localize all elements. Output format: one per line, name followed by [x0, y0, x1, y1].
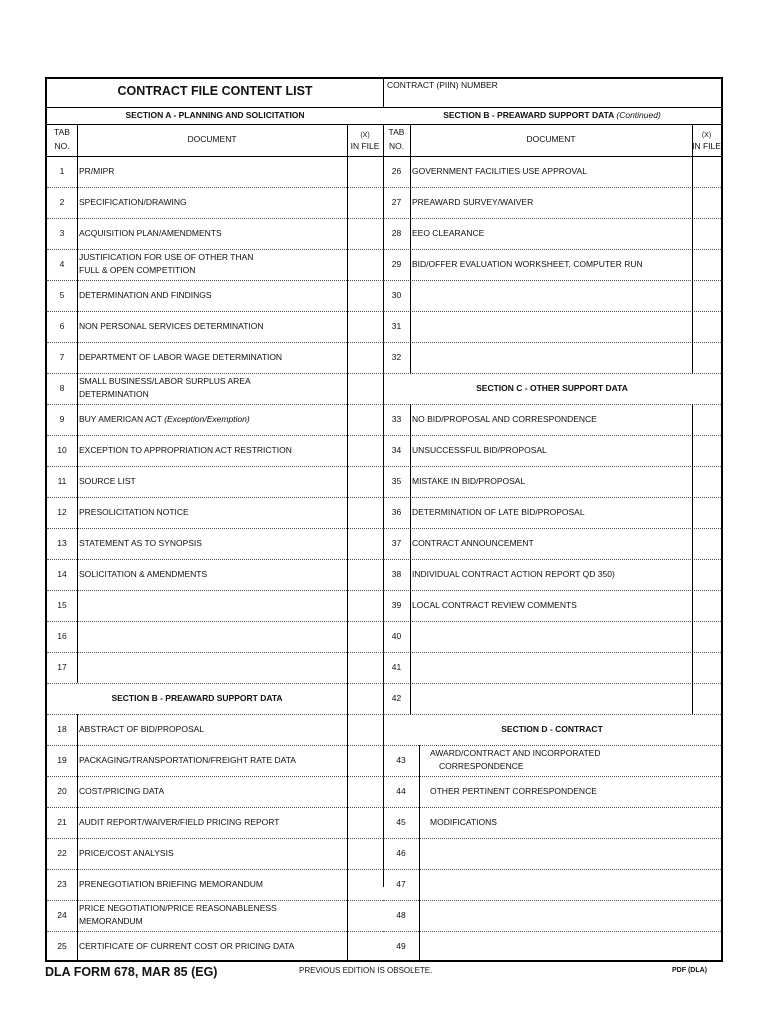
- row-divider: [383, 342, 721, 343]
- document-label-continued: MEMORANDUM: [79, 916, 143, 926]
- row-divider: [383, 404, 721, 405]
- in-file-checkbox[interactable]: [348, 746, 382, 775]
- in-file-checkbox[interactable]: [348, 653, 382, 682]
- in-file-checkbox[interactable]: [348, 250, 382, 279]
- col-line: [419, 776, 420, 807]
- in-file-checkbox[interactable]: [693, 560, 720, 589]
- col-line: [77, 931, 78, 962]
- col-line: [410, 528, 411, 559]
- col-line: [77, 249, 78, 280]
- tab-number: 4: [59, 259, 65, 269]
- left-no-header: NO.: [54, 141, 70, 151]
- in-file-checkbox[interactable]: [693, 405, 720, 434]
- row-divider: [383, 714, 721, 715]
- row-divider: [47, 559, 383, 560]
- tab-number: 40: [391, 631, 402, 641]
- tab-number: 15: [57, 600, 67, 610]
- row-divider: [47, 218, 383, 219]
- tab-number: 1: [59, 166, 65, 176]
- document-label: PR/MIPR: [79, 166, 115, 176]
- tab-number: 3: [59, 228, 65, 238]
- col-line: [419, 931, 420, 962]
- section-a-heading: SECTION A - PLANNING AND SOLICITATION: [125, 110, 305, 120]
- tab-number: 41: [391, 662, 402, 672]
- row-divider: [47, 900, 383, 901]
- tab-number: 47: [396, 879, 406, 889]
- right-document-header: DOCUMENT: [526, 134, 576, 144]
- document-label: PRESOLICITATION NOTICE: [79, 507, 189, 517]
- col-line: [77, 807, 78, 838]
- col-line: [77, 590, 78, 621]
- document-label: SMALL BUSINESS/LABOR SURPLUS AREA: [79, 376, 251, 386]
- document-label: AUDIT REPORT/WAIVER/FIELD PRICING REPORT: [79, 817, 280, 827]
- col-line: [410, 435, 411, 466]
- tab-number: 46: [396, 848, 406, 858]
- right-x-header: (X): [701, 132, 712, 139]
- document-label: BID/OFFER EVALUATION WORKSHEET, COMPUTER RUN: [412, 259, 643, 269]
- col-line: [77, 900, 78, 931]
- col-line: [77, 745, 78, 776]
- document-label: PACKAGING/TRANSPORTATION/FREIGHT RATE DATA: [79, 755, 296, 765]
- section-b-continued-heading: [383, 109, 721, 122]
- document-label: SPECIFICATION/DRAWING: [79, 197, 187, 207]
- col-line: [410, 156, 411, 187]
- tab-number: 22: [57, 848, 67, 858]
- col-line: [410, 249, 411, 280]
- title-divider: [383, 79, 384, 107]
- document-label: INDIVIDUAL CONTRACT ACTION REPORT QD 350): [412, 569, 615, 579]
- col-line: [77, 187, 78, 218]
- document-label: NO BID/PROPOSAL AND CORRESPONDENCE: [412, 414, 597, 424]
- in-file-checkbox[interactable]: [348, 529, 382, 558]
- document-label: UNSUCCESSFUL BID/PROPOSAL: [412, 445, 547, 455]
- right-no-header: NO.: [388, 141, 405, 151]
- col-line: [77, 280, 78, 311]
- col-line: [419, 838, 420, 869]
- tab-number: 42: [391, 693, 402, 703]
- tab-number: 12: [57, 507, 67, 517]
- row-divider: [47, 590, 383, 591]
- col-line: [419, 745, 420, 776]
- form-title: CONTRACT FILE CONTENT LIST: [117, 84, 313, 98]
- document-label: AWARD/CONTRACT AND INCORPORATED: [430, 748, 601, 758]
- tab-number: 49: [396, 941, 406, 951]
- document-label: EXCEPTION TO APPROPRIATION ACT RESTRICTION: [79, 445, 292, 455]
- row-divider: [383, 745, 721, 746]
- row-divider: [383, 931, 721, 932]
- in-file-checkbox[interactable]: [693, 467, 720, 496]
- tab-number: 39: [391, 600, 402, 610]
- col-line: [77, 466, 78, 497]
- section-b-heading-text: SECTION B - PREAWARD SUPPORT DATA: [443, 110, 614, 120]
- tab-number: 48: [396, 910, 406, 920]
- document-label: DETERMINATION OF LATE BID/PROPOSAL: [412, 507, 585, 517]
- col-line: [77, 342, 78, 373]
- col-line: [410, 218, 411, 249]
- row-divider: [383, 497, 721, 498]
- document-label: LOCAL CONTRACT REVIEW COMMENTS: [412, 600, 577, 610]
- in-file-checkbox[interactable]: [693, 498, 720, 527]
- row-divider: [47, 311, 383, 312]
- tab-number: 19: [57, 755, 67, 765]
- tab-number: 24: [57, 910, 67, 920]
- col-line: [419, 869, 420, 900]
- document-label: NON PERSONAL SERVICES DETERMINATION: [79, 321, 264, 331]
- table-top-rule: [47, 156, 721, 157]
- col-line: [77, 714, 78, 745]
- row-divider: [383, 683, 721, 684]
- col-line: [419, 807, 420, 838]
- row-divider: [47, 869, 383, 870]
- col-line: [77, 652, 78, 683]
- in-file-checkbox[interactable]: [693, 281, 720, 310]
- tab-number: 26: [391, 166, 402, 176]
- row-divider: [383, 528, 721, 529]
- tab-number: 2: [59, 197, 65, 207]
- in-file-checkbox[interactable]: [693, 219, 720, 248]
- in-file-checkbox[interactable]: [693, 312, 720, 341]
- row-divider: [47, 280, 383, 281]
- in-file-checkbox[interactable]: [348, 374, 382, 403]
- col-line: [77, 621, 78, 652]
- row-divider: [383, 311, 721, 312]
- col-line: [410, 187, 411, 218]
- row-divider: [383, 373, 721, 374]
- row-divider: [47, 683, 383, 684]
- row-divider: [383, 590, 721, 591]
- tab-number: 33: [391, 414, 402, 424]
- col-line: [410, 466, 411, 497]
- in-file-checkbox[interactable]: [348, 436, 382, 465]
- row-divider: [383, 869, 721, 870]
- row-divider: [383, 187, 721, 188]
- in-file-checkbox[interactable]: [693, 250, 720, 279]
- col-line: [410, 559, 411, 590]
- in-file-checkbox[interactable]: [693, 188, 720, 217]
- document-label: ACQUISITION PLAN/AMENDMENTS: [79, 228, 222, 238]
- document-label-continued: DETERMINATION: [79, 389, 149, 399]
- row-divider: [383, 838, 721, 839]
- tab-number: 18: [57, 724, 67, 734]
- in-file-checkbox[interactable]: [348, 901, 382, 930]
- obsolete-note: PREVIOUS EDITION IS OBSOLETE.: [299, 966, 433, 975]
- row-divider: [47, 931, 383, 932]
- pdf-note: PDF (DLA): [672, 967, 707, 974]
- row-divider: [47, 373, 383, 374]
- left-document-header: DOCUMENT: [187, 134, 237, 144]
- row-divider: [47, 838, 383, 839]
- row-divider: [47, 249, 383, 250]
- col-line: [410, 342, 411, 373]
- col-line: [410, 590, 411, 621]
- tab-number: 10: [57, 445, 67, 455]
- contract-number-field[interactable]: [385, 92, 719, 106]
- row-divider: [383, 621, 721, 622]
- tab-number: 23: [57, 879, 67, 889]
- section-heading: SECTION D - CONTRACT: [501, 724, 603, 734]
- col-line: [77, 311, 78, 342]
- right-in-file-header: IN FILE: [692, 141, 721, 151]
- document-label: SOURCE LIST: [79, 476, 136, 486]
- in-file-checkbox[interactable]: [348, 281, 382, 310]
- in-file-checkbox[interactable]: [348, 591, 382, 620]
- col-line: [77, 776, 78, 807]
- row-divider: [383, 807, 721, 808]
- row-divider: [47, 342, 383, 343]
- right-tab-header: TAB: [388, 127, 405, 137]
- tab-number: 17: [57, 662, 67, 672]
- in-file-checkbox[interactable]: [348, 839, 382, 868]
- in-file-checkbox[interactable]: [348, 343, 382, 372]
- col-line: [77, 435, 78, 466]
- tab-number: 11: [57, 476, 67, 486]
- tab-number: 16: [57, 631, 67, 641]
- in-file-checkbox[interactable]: [348, 157, 382, 186]
- tab-number: 8: [59, 383, 65, 393]
- in-file-checkbox[interactable]: [348, 405, 382, 434]
- col-line: [410, 683, 411, 714]
- in-file-checkbox[interactable]: [348, 932, 382, 961]
- row-divider: [47, 745, 383, 746]
- col-line: [77, 869, 78, 900]
- row-divider: [383, 249, 721, 250]
- in-file-checkbox[interactable]: [348, 498, 382, 527]
- document-label-continued: FULL & OPEN COMPETITION: [79, 265, 196, 275]
- tab-number: 30: [391, 290, 402, 300]
- header-rule: [47, 107, 721, 108]
- col-line: [410, 280, 411, 311]
- in-file-checkbox[interactable]: [693, 436, 720, 465]
- document-label-note: (Exception/Exemption): [164, 414, 250, 424]
- col-line: [77, 528, 78, 559]
- in-file-checkbox[interactable]: [693, 622, 720, 651]
- tab-number: 35: [391, 476, 402, 486]
- in-file-checkbox[interactable]: [348, 312, 382, 341]
- col-line: [77, 156, 78, 187]
- row-divider: [47, 187, 383, 188]
- row-divider: [47, 528, 383, 529]
- col-line: [77, 559, 78, 590]
- col-line: [77, 497, 78, 528]
- document-label: PRICE/COST ANALYSIS: [79, 848, 174, 858]
- row-divider: [383, 280, 721, 281]
- contract-number-label: CONTRACT (PIIN) NUMBER: [387, 80, 498, 90]
- in-file-checkbox[interactable]: [348, 777, 382, 806]
- document-label: CERTIFICATE OF CURRENT COST OR PRICING DATA: [79, 941, 295, 951]
- in-file-checkbox[interactable]: [693, 653, 720, 682]
- col-line: [410, 652, 411, 683]
- tab-number: 31: [391, 321, 402, 331]
- tab-number: 20: [57, 786, 67, 796]
- document-label: GOVERNMENT FACILITIES USE APPROVAL: [412, 166, 587, 176]
- col-line: [419, 900, 420, 931]
- document-label: [79, 413, 250, 426]
- tab-number: 25: [57, 941, 67, 951]
- document-label: STATEMENT AS TO SYNOPSIS: [79, 538, 202, 548]
- tab-number: 6: [59, 321, 65, 331]
- document-label: MISTAKE IN BID/PROPOSAL: [412, 476, 526, 486]
- tab-number: 43: [396, 755, 406, 765]
- document-label-continued: CORRESPONDENCE: [439, 761, 524, 771]
- in-file-checkbox[interactable]: [693, 157, 720, 186]
- tab-number: 27: [391, 197, 402, 207]
- in-file-checkbox[interactable]: [348, 808, 382, 837]
- document-label: DEPARTMENT OF LABOR WAGE DETERMINATION: [79, 352, 283, 362]
- row-divider: [383, 652, 721, 653]
- tab-number: 34: [391, 445, 402, 455]
- row-divider: [47, 652, 383, 653]
- in-file-checkbox[interactable]: [693, 529, 720, 558]
- document-label: EEO CLEARANCE: [412, 228, 485, 238]
- in-file-checkbox[interactable]: [348, 870, 382, 899]
- row-divider: [383, 776, 721, 777]
- tab-number: 14: [57, 569, 67, 579]
- in-file-checkbox[interactable]: [693, 343, 720, 372]
- tab-number: 45: [396, 817, 406, 827]
- in-file-checkbox[interactable]: [693, 591, 720, 620]
- row-divider: [47, 776, 383, 777]
- document-label: COST/PRICING DATA: [79, 786, 165, 796]
- left-in-file-header: IN FILE: [350, 141, 380, 151]
- in-file-checkbox[interactable]: [348, 715, 382, 744]
- document-label: OTHER PERTINENT CORRESPONDENCE: [430, 786, 597, 796]
- row-divider: [383, 218, 721, 219]
- left-tab-header: TAB: [54, 127, 70, 137]
- col-line: [77, 373, 78, 404]
- tab-number: 44: [396, 786, 406, 796]
- document-label: ABSTRACT OF BID/PROPOSAL: [79, 724, 205, 734]
- col-line: [77, 218, 78, 249]
- contract-file-content-list-form: [45, 77, 723, 962]
- tab-number: 7: [59, 352, 65, 362]
- tab-number: 28: [391, 228, 402, 238]
- col-line: [77, 838, 78, 869]
- row-divider: [47, 714, 383, 715]
- in-file-checkbox[interactable]: [693, 684, 720, 713]
- tab-number: 32: [391, 352, 402, 362]
- in-file-checkbox[interactable]: [348, 467, 382, 496]
- section-heading: SECTION B - PREAWARD SUPPORT DATA: [111, 693, 283, 703]
- row-divider: [47, 497, 383, 498]
- tab-number: 9: [59, 414, 65, 424]
- row-divider: [47, 807, 383, 808]
- section-heading: SECTION C - OTHER SUPPORT DATA: [476, 383, 628, 393]
- tab-number: 36: [391, 507, 402, 517]
- tab-number: 29: [391, 259, 402, 269]
- document-label: JUSTIFICATION FOR USE OF OTHER THAN: [79, 252, 254, 262]
- row-divider: [47, 404, 383, 405]
- row-divider: [47, 466, 383, 467]
- document-label: PRENEGOTIATION BRIEFING MEMORANDUM: [79, 879, 264, 889]
- document-label: PREAWARD SURVEY/WAIVER: [412, 197, 534, 207]
- document-label: PRICE NEGOTIATION/PRICE REASONABLENESS: [79, 903, 277, 913]
- tab-number: 13: [57, 538, 67, 548]
- row-divider: [383, 435, 721, 436]
- in-file-checkbox[interactable]: [348, 622, 382, 651]
- tab-number: 37: [391, 538, 402, 548]
- form-id: DLA FORM 678, MAR 85 (EG): [45, 965, 218, 979]
- in-file-checkbox[interactable]: [348, 560, 382, 589]
- in-file-checkbox[interactable]: [348, 219, 382, 248]
- col-line: [410, 311, 411, 342]
- column-header-rule: [47, 124, 721, 125]
- section-b-heading-note: (Continued): [616, 110, 661, 120]
- left-x-header: (X): [360, 132, 370, 139]
- document-label: MODIFICATIONS: [430, 817, 497, 827]
- document-label: SOLICITATION & AMENDMENTS: [79, 569, 208, 579]
- in-file-checkbox[interactable]: [348, 188, 382, 217]
- col-line: [77, 404, 78, 435]
- row-divider: [47, 435, 383, 436]
- row-divider: [383, 559, 721, 560]
- row-divider: [383, 900, 721, 901]
- document-label: CONTRACT ANNOUNCEMENT: [412, 538, 534, 548]
- in-file-checkbox[interactable]: [348, 684, 382, 713]
- row-divider: [47, 621, 383, 622]
- tab-number: 5: [59, 290, 65, 300]
- document-label-text: BUY AMERICAN ACT: [79, 414, 162, 424]
- col-line: [410, 497, 411, 528]
- document-label: DETERMINATION AND FINDINGS: [79, 290, 212, 300]
- col-line: [410, 621, 411, 652]
- row-divider: [383, 466, 721, 467]
- col-line: [410, 404, 411, 435]
- tab-number: 21: [57, 817, 67, 827]
- tab-number: 38: [391, 569, 402, 579]
